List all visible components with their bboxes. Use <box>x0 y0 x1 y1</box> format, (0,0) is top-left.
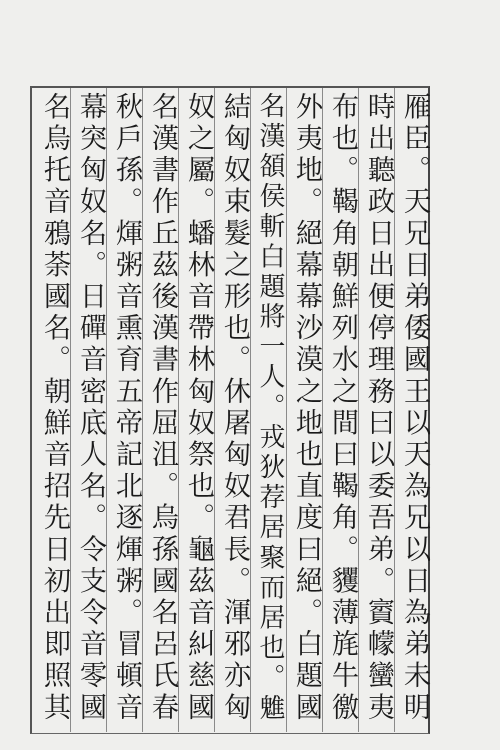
column-text: 秋戶孫。煇粥音熏育五帝記北逐煇粥。冒頓音 <box>111 92 142 724</box>
column-text: 幕突匈奴名。日磾音密底人名。令支令音零國 <box>75 92 106 724</box>
column-text: 名漢頟侯斬白題將一人。戎狄荐居聚而居也。魋 <box>255 92 285 725</box>
text-column-9 <box>107 92 145 730</box>
column-text: 結匈奴束髮之形也。休屠匈奴君長。渾邪亦匈 <box>219 92 250 724</box>
text-column-7 <box>179 92 217 730</box>
text-column-3 <box>323 92 361 730</box>
column-text: 雁臣。天兄日弟倭國王以天為兄以日為弟未明 <box>399 92 430 724</box>
column-text: 時出聽政日出便停理務曰以委吾弟。賨幪蠻夷 <box>363 92 394 724</box>
column-text: 名烏托音鴉荼國名。朝鮮音招先日初出即照其 <box>39 92 70 724</box>
text-column-10 <box>71 92 109 730</box>
text-column-6 <box>215 92 253 730</box>
text-column-2 <box>359 92 397 730</box>
text-column-5 <box>251 92 289 730</box>
column-text: 奴之屬。蟠林音帶林匈奴祭也。龜茲音糾慈國 <box>183 92 214 724</box>
column-text: 外夷地。絕幕幕沙漠之地也直度曰絕。白題國 <box>291 92 322 724</box>
text-column-11 <box>35 92 73 730</box>
column-text: 布也。鞨角朝鮮列水之間曰鞨角。貜薄旄牛徼 <box>327 92 358 724</box>
text-column-1 <box>395 92 433 730</box>
text-column-8 <box>143 92 181 730</box>
column-text: 名漢書作丘茲後漢書作屈沮。烏孫國名呂氏春 <box>147 92 178 724</box>
text-column-4 <box>287 92 325 730</box>
